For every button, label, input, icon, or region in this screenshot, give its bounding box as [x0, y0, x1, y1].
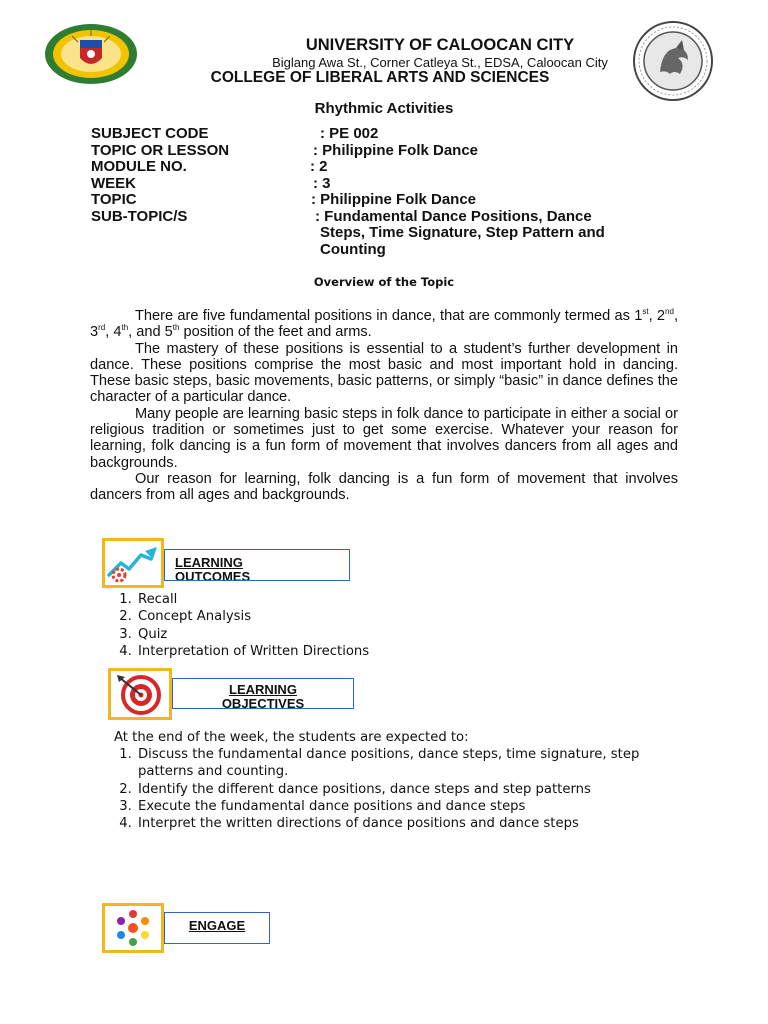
info-key: TOPIC OR LESSON — [91, 141, 230, 159]
info-key: MODULE NO. — [91, 158, 187, 175]
learning-outcomes-label-1: LEARNING — [175, 555, 243, 570]
ordinal-number: 2 — [656, 308, 666, 324]
growth-chart-icon — [102, 538, 164, 588]
info-row-subtopics — [91, 209, 691, 226]
module-info — [91, 125, 691, 258]
ordinal-suffix: nd — [665, 307, 674, 317]
info-value: : Philippine Folk Dance — [311, 191, 477, 208]
subtopic-continuation-1: Steps, Time Signature, Step Pattern and — [320, 224, 605, 241]
learning-outcomes-box — [164, 549, 350, 581]
list-item: 3. Execute the fundamental dance positions and dance steps — [136, 798, 684, 815]
college-name: COLLEGE OF LIBERAL ARTS AND SCIENCES — [210, 69, 550, 86]
info-value: : PE 002 — [320, 125, 379, 142]
overview-p1-text: There are five fundamental positions in dance, that are commonly termed as 1 — [135, 308, 643, 324]
info-row-module-no — [91, 159, 691, 176]
info-key: SUBJECT CODE — [91, 125, 209, 142]
ordinal-number: 3 — [90, 324, 99, 341]
ordinal-number: 5 — [164, 324, 173, 341]
overview-p1-tail: position of the feet and arms. — [179, 324, 372, 341]
overview-heading: Overview of the Topic — [313, 275, 455, 289]
info-row-subject-code — [91, 126, 691, 143]
list-item: 1. Recall — [136, 591, 674, 608]
list-item: 1. Discuss the fundamental dance positions, dance steps, time signature, step patterns and counting. — [136, 746, 684, 781]
overview-paragraph-1: There are five fundamental positions in dance, that are commonly termed as 1st, 2nd, 3rd, 4th, and 5th position of the feet and arms. — [90, 307, 679, 341]
info-value: : Fundamental Dance Positions, Dance — [315, 207, 592, 225]
list-item: 4. Interpretation of Written Directions — [136, 643, 674, 660]
info-key: SUB-TOPIC/S — [91, 207, 188, 225]
ordinal-suffix: th — [121, 323, 129, 333]
engage-label: ENGAGE — [188, 918, 246, 933]
info-row-week — [91, 176, 691, 193]
subtopic-continuation-2: Counting — [320, 240, 386, 258]
overview-paragraph-4: Our reason for learning, folk dancing is a fun form of movement that involves dancers from all ages and backgrounds. — [90, 470, 678, 504]
ordinal-suffix: st — [642, 307, 649, 317]
learning-outcomes-list — [114, 591, 674, 660]
ordinal-suffix: th — [172, 323, 180, 333]
info-value: : 2 — [310, 158, 328, 175]
list-item: 2. Identify the different dance positions, dance steps and step patterns — [136, 781, 684, 798]
learning-objectives-label-1: LEARNING — [229, 682, 297, 697]
list-item: 4. Interpret the written directions of dance positions and dance steps — [136, 815, 684, 832]
university-name: UNIVERSITY OF CALOOCAN CITY — [305, 36, 575, 54]
learning-objectives-list — [114, 746, 684, 832]
university-address: Biglang Awa St., Corner Catleya St., EDSA, Caloocan City — [272, 55, 608, 70]
info-value: : 3 — [313, 174, 331, 192]
engage-box — [164, 912, 270, 944]
info-key: WEEK — [91, 174, 136, 192]
ordinal-suffix: rd — [98, 323, 106, 333]
list-item: 3. Quiz — [136, 626, 674, 643]
people-circle-icon — [102, 903, 164, 953]
learning-objectives-label-2: OBJECTIVES — [221, 696, 305, 709]
learning-outcomes-label-2: OUTCOMES — [175, 569, 251, 581]
list-item: 2. Concept Analysis — [136, 608, 674, 625]
document-title: Rhythmic Activities — [314, 100, 454, 117]
ordinal-number: 4 — [113, 324, 122, 341]
target-icon — [108, 668, 172, 720]
info-value: : Philippine Folk Dance — [313, 141, 479, 159]
info-key: TOPIC — [91, 191, 137, 208]
overview-body — [90, 308, 678, 504]
info-row-topic-or-lesson — [91, 143, 691, 160]
overview-paragraph-2: The mastery of these positions is essential to a student’s further development in dance. These positions comprise the most basic and most important hold in dancing. These basic steps, basic movements, basic patterns, or simply “basic” in dance defines the character of a particular dance. — [90, 340, 678, 406]
info-row-topic — [91, 192, 691, 209]
overview-paragraph-3: Many people are learning basic steps in folk dance to participate in either a social or religious tradition or sometimes just to get some exercise. Whatever your reason for learning, folk dancing is a fun form of movement that involves dancers from all ages and backgrounds. — [90, 405, 678, 471]
objectives-intro: At the end of the week, the students are expected to: — [114, 730, 469, 745]
learning-objectives-box — [172, 678, 354, 709]
